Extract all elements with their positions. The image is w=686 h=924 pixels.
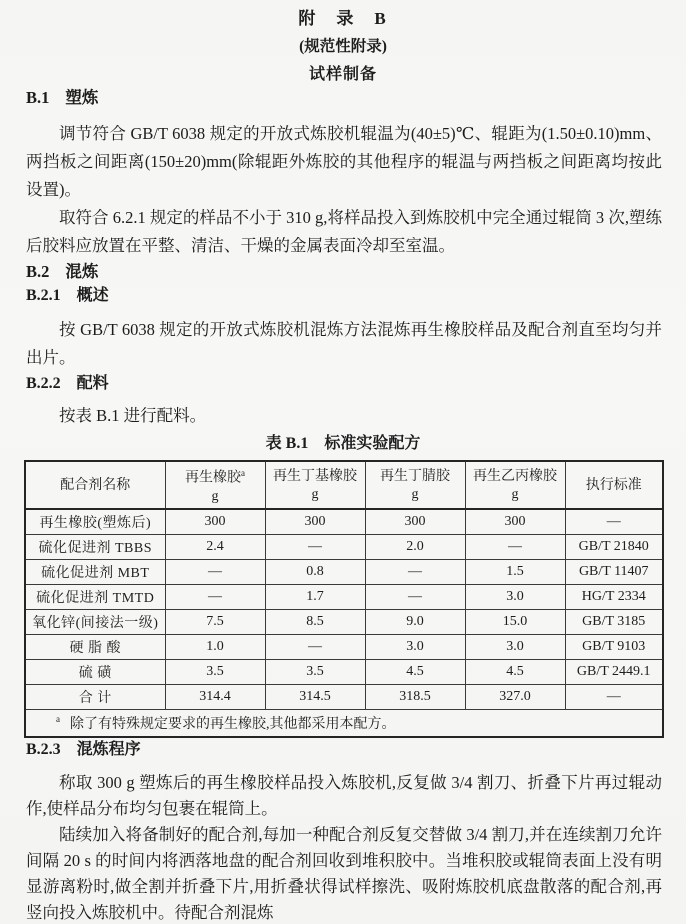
section-b21-number: B.2.1 (26, 287, 61, 304)
table-cell: 2.4 (165, 535, 265, 560)
table-cell: 4.5 (365, 660, 465, 685)
table-row (25, 560, 663, 585)
section-b1-title: 塑炼 (65, 88, 99, 107)
table-cell: 3.0 (465, 585, 565, 610)
table-cell: 3.5 (265, 660, 365, 685)
footnote-ref-a: a (241, 468, 245, 479)
table-cell: 3.0 (365, 635, 465, 660)
unit-label: g (511, 486, 519, 502)
appendix-heading: 试样制备 (308, 66, 377, 83)
table-cell: HG/T 2334 (565, 585, 663, 610)
table-cell: 0.8 (265, 560, 365, 585)
unit-label: g (211, 488, 219, 504)
table-cell: GB/T 3185 (565, 610, 663, 635)
table-cell: GB/T 2449.1 (565, 660, 663, 685)
table-row (25, 509, 663, 535)
table-cell: 314.4 (165, 685, 265, 710)
table-cell: GB/T 21840 (565, 535, 663, 560)
section-b23 (0, 738, 686, 924)
section-b23-paragraph-2: 陆续加入将备制好的配合剂,每加一种配合剂反复交替做 3/4 割刀,并在连续割刀允许间隔 20 s 的时间内将洒落地盘的配合剂回收到堆积胶中。当堆积胶或辊筒表面上没有明显游离粉时,做全割并折叠下片,用折叠状得试样擦洗、吸附炼胶机底盘散落的配合剂,再竖向投入炼胶机中。待配合剂混炼 (26, 825, 662, 922)
table-cell: — (365, 585, 465, 610)
table-header-row (25, 461, 663, 509)
table-row (25, 535, 663, 560)
table-cell: 15.0 (465, 610, 565, 635)
table-row (25, 585, 663, 610)
section-b1-paragraph-1: 调节符合 GB/T 6038 规定的开放式炼胶机辊温为(40±5)℃、辊距为(1.50±0.10)mm、两挡板之间距离(150±20)mm(除辊距外炼胶的其他程序的辊温与两挡板之间距离均按此设置)。 (26, 124, 662, 199)
table-cell: 1.5 (465, 560, 565, 585)
table-cell: 318.5 (365, 685, 465, 710)
table-cell: 合 计 (25, 685, 165, 710)
table-cell: — (565, 509, 663, 535)
table-cell: 硫化促进剂 TBBS (25, 535, 165, 560)
table-cell: 3.5 (165, 660, 265, 685)
table-cell: 3.0 (465, 635, 565, 660)
section-b2-number: B.2 (26, 262, 50, 281)
table-cell: 再生橡胶(塑炼后) (25, 509, 165, 535)
appendix-subtitle: (规范性附录) (299, 38, 387, 55)
section-b2-title: 混炼 (65, 262, 99, 281)
section-b23-heading (26, 738, 660, 762)
table-row (25, 635, 663, 660)
section-b22-number: B.2.2 (26, 375, 61, 392)
section-b21-paragraph-1: 按 GB/T 6038 规定的开放式炼胶机混炼方法混炼再生橡胶样品及配合剂直至均匀并出片。 (26, 320, 662, 367)
table-cell: — (165, 560, 265, 585)
table-cell: 7.5 (165, 610, 265, 635)
column-header-butyl-rubber: 再生丁基橡胶 g (265, 461, 365, 509)
section-b21-title: 概述 (76, 287, 109, 304)
table-cell: 300 (365, 509, 465, 535)
table-caption: 表 B.1 标准实验配方 (265, 435, 421, 452)
table-row-total (25, 685, 663, 710)
table-cell: 300 (165, 509, 265, 535)
table-cell: 硫化促进剂 TMTD (25, 585, 165, 610)
table-cell: — (265, 535, 365, 560)
table-cell: GB/T 9103 (565, 635, 663, 660)
footnote-marker: a (56, 714, 60, 725)
table-cell: — (265, 635, 365, 660)
table-footnote-row (25, 710, 663, 738)
section-b22-title: 配料 (76, 375, 109, 392)
table-cell: 硫 磺 (25, 660, 165, 685)
section-b23-paragraph-1: 称取 300 g 塑炼后的再生橡胶样品投入炼胶机,反复做 3/4 割刀、折叠下片再过辊动作,使样品分布均匀包裹在辊筒上。 (26, 773, 662, 818)
section-b22-heading (26, 372, 660, 396)
table-cell: 9.0 (365, 610, 465, 635)
section-b1-paragraph-2: 取符合 6.2.1 规定的样品不小于 310 g,将样品投入到炼胶机中完全通过辊筒 3 次,塑练后胶料应放置在平整、清洁、干燥的金属表面冷却至室温。 (26, 208, 662, 255)
appendix-title: 附 录 B (298, 9, 388, 28)
table-row (25, 610, 663, 635)
column-header-reclaimed-rubber: 再生橡胶$^a$ g (165, 461, 265, 509)
table-cell: 1.7 (265, 585, 365, 610)
section-b21-heading (26, 284, 660, 308)
table-cell: 327.0 (465, 685, 565, 710)
table-cell: 314.5 (265, 685, 365, 710)
table-cell: 300 (265, 509, 365, 535)
column-header-compound: 配合剂名称 (25, 461, 165, 509)
table-cell: GB/T 11407 (565, 560, 663, 585)
recipe-table (24, 460, 664, 738)
section-b22-paragraph-1: 按表 B.1 进行配料。 (59, 406, 207, 425)
table-cell: — (565, 685, 663, 710)
unit-label: g (311, 486, 319, 502)
table-cell: 氧化锌(间接法一级) (25, 610, 165, 635)
table-footnote (25, 710, 663, 738)
table-row (25, 660, 663, 685)
section-b2-heading (26, 260, 660, 284)
unit-label: g (411, 486, 419, 502)
table-cell: 硫化促进剂 MBT (25, 560, 165, 585)
column-header-epdm-rubber: 再生乙丙橡胶 g (465, 461, 565, 509)
section-b1-number: B.1 (26, 88, 50, 107)
table-cell: — (465, 535, 565, 560)
table-cell: 4.5 (465, 660, 565, 685)
table-cell: 1.0 (165, 635, 265, 660)
table-cell: 8.5 (265, 610, 365, 635)
table-cell: — (365, 560, 465, 585)
table-cell: 300 (465, 509, 565, 535)
table-cell: — (165, 585, 265, 610)
footnote-text: 除了有特殊规定要求的再生橡胶,其他都采用本配方。 (70, 717, 396, 732)
table-cell: 2.0 (365, 535, 465, 560)
section-b1-heading (26, 86, 660, 110)
section-b23-title: 混炼程序 (76, 741, 141, 758)
section-b23-number: B.2.3 (26, 741, 61, 758)
column-header-standard: 执行标准 (565, 461, 663, 509)
column-header-nitrile-rubber: 再生丁腈胶 g (365, 461, 465, 509)
table-cell: 硬 脂 酸 (25, 635, 165, 660)
